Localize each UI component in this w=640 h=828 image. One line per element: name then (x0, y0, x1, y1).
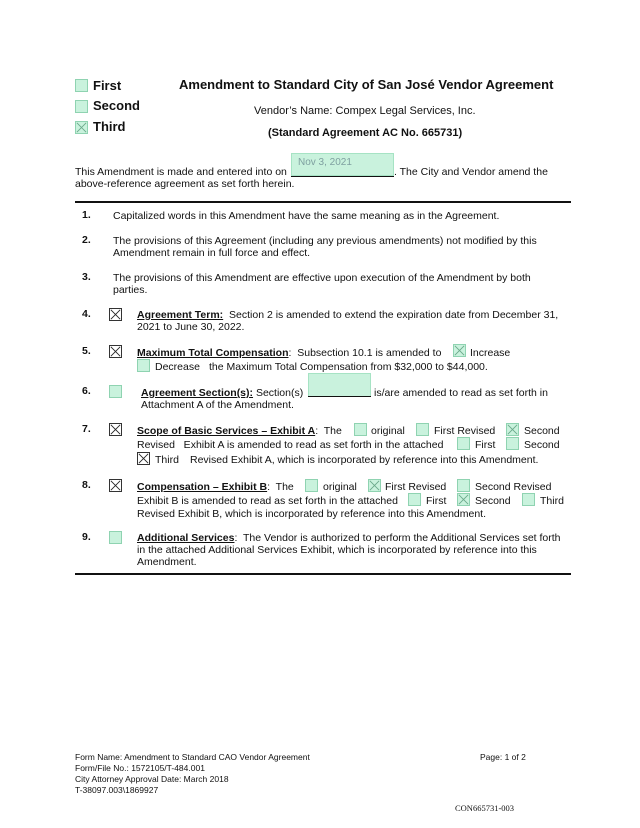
item-6-text: Section(s) (253, 387, 304, 399)
item-8-line3: Revised Exhibit B, which is incorporated by reference into this Amendment. (137, 508, 487, 520)
item-7-second-label: Second (524, 425, 560, 437)
footer-con-number: CON665731-003 (455, 803, 515, 813)
item-7-first-revised-checkbox[interactable] (416, 423, 429, 436)
item-5-checkbox[interactable] (109, 345, 122, 358)
item-8-attached-second-label: Second (475, 495, 511, 507)
checked-x-icon (369, 480, 380, 491)
second-checkbox[interactable] (75, 100, 88, 113)
item-8-attached-first-label: First (426, 495, 447, 507)
item-8-first-revised-checkbox[interactable] (368, 479, 381, 492)
item-8-attached-first-checkbox[interactable] (408, 493, 421, 506)
third-label: Third (93, 119, 126, 134)
item-7-third-checkbox[interactable] (137, 452, 150, 465)
item-8-second-revised-checkbox[interactable] (457, 479, 470, 492)
item-3-line1: The provisions of this Amendment are effective upon execution of the Amendment by both (113, 272, 531, 284)
item-5-line1 (137, 346, 441, 360)
item-5-number: 5. (82, 345, 91, 357)
item-7-line3: Revised Exhibit A, which is incorporated by reference into this Amendment. (190, 454, 539, 466)
item-8-line2: Exhibit B is amended to read as set forth in the attached (137, 495, 398, 507)
item-7-attached-first-label: First (475, 439, 496, 451)
item-3-number: 3. (82, 271, 91, 283)
item-6-number: 6. (82, 385, 91, 397)
item-9-text: : The Vendor is authorized to perform the Additional Services set forth (234, 532, 561, 544)
item-3-line2: parties. (113, 284, 148, 296)
footer-page-number: Page: 1 of 2 (480, 752, 526, 762)
item-9-heading: Additional Services (137, 532, 235, 544)
first-checkbox[interactable] (75, 79, 88, 92)
item-8-heading: Compensation – Exhibit B (137, 481, 268, 493)
intro-pre: This Amendment is made and entered into on (75, 166, 287, 178)
item-8-original-checkbox[interactable] (305, 479, 318, 492)
item-9-line2: in the attached Additional Services Exhibit, which is incorporated by reference into this (137, 544, 537, 556)
decrease-checkbox[interactable] (137, 359, 150, 372)
item-9-checkbox[interactable] (109, 531, 122, 544)
item-6-heading: Agreement Section(s): (141, 387, 254, 399)
checked-x-icon (110, 424, 121, 435)
item-4-line2: 2021 to June 30, 2022. (137, 321, 245, 333)
checked-x-icon (110, 346, 121, 357)
checked-x-icon (454, 345, 465, 356)
sections-underline (308, 396, 371, 397)
item-7-number: 7. (82, 423, 91, 435)
checked-x-icon (507, 424, 518, 435)
second-label: Second (93, 98, 140, 113)
date-underline (291, 176, 394, 177)
page-title: Amendment to Standard City of San José Vendor Agreement (179, 77, 554, 92)
checked-x-icon (138, 453, 149, 464)
item-8-first-revised-label: First Revised (385, 481, 447, 493)
item-4-number: 4. (82, 308, 91, 320)
item-1-text: Capitalized words in this Amendment have the same meaning as in the Agreement. (113, 210, 500, 222)
item-4-checkbox[interactable] (109, 308, 122, 321)
vendor-name: Vendor’s Name: Compex Legal Services, Inc. (254, 105, 476, 117)
item-5-heading: Maximum Total Compensation (137, 347, 289, 359)
item-7-heading: Scope of Basic Services – Exhibit A (137, 425, 316, 437)
item-7-attached-second-checkbox[interactable] (506, 437, 519, 450)
item-9-number: 9. (82, 531, 91, 543)
increase-label: Increase (470, 347, 511, 359)
item-7-attached-second-label: Second (524, 439, 560, 451)
checked-x-icon (76, 122, 87, 133)
item-5-text: : Subsection 10.1 is amended to (288, 347, 442, 359)
item-8-line1 (137, 480, 294, 494)
item-8-attached-second-checkbox[interactable] (457, 493, 470, 506)
item-5-line2: the Maximum Total Compensation from $32,000 to $44,000. (209, 361, 488, 373)
item-2-number: 2. (82, 234, 91, 246)
item-6-checkbox[interactable] (109, 385, 122, 398)
item-4-text: Section 2 is amended to extend the expiration date from December 31, (223, 309, 559, 321)
item-7-third-label: Third (155, 454, 179, 466)
item-7-text: : The (315, 425, 342, 437)
date-field[interactable] (291, 153, 394, 176)
footer-form-file: Form/File No.: 1572105/T-484.001 (75, 763, 205, 773)
item-4-heading: Agreement Term: (137, 309, 224, 321)
item-6-line2: Attachment A of the Amendment. (141, 399, 294, 411)
third-checkbox[interactable] (75, 121, 88, 134)
checked-x-icon (458, 494, 469, 505)
checked-x-icon (110, 309, 121, 320)
item-8-text: : The (267, 481, 294, 493)
sections-field[interactable] (308, 373, 371, 397)
item-7-line1 (137, 424, 342, 438)
item-6-line1b: is/are amended to read as set forth in (374, 387, 548, 399)
footer-approval: City Attorney Approval Date: March 2018 (75, 774, 229, 784)
intro-post: . The City and Vendor amend the (394, 166, 548, 178)
item-8-original-label: original (323, 481, 357, 493)
footer-form-name: Form Name: Amendment to Standard CAO Vendor Agreement (75, 752, 310, 762)
bottom-divider (75, 573, 571, 575)
item-7-line2: Revised Exhibit A is amended to read as set forth in the attached (137, 439, 444, 451)
intro-line2: above-reference agreement as set forth herein. (75, 178, 295, 190)
item-7-original-checkbox[interactable] (354, 423, 367, 436)
top-divider (75, 201, 571, 203)
first-label: First (93, 78, 122, 93)
item-8-attached-third-label: Third (540, 495, 564, 507)
agreement-number: (Standard Agreement AC No. 665731) (268, 127, 463, 139)
item-2-line2: Amendment remain in full force and effect. (113, 247, 311, 259)
checked-x-icon (110, 480, 121, 491)
decrease-label: Decrease (155, 361, 200, 373)
item-7-second-checkbox[interactable] (506, 423, 519, 436)
item-9-line3: Amendment. (137, 556, 197, 568)
item-7-checkbox[interactable] (109, 423, 122, 436)
item-8-number: 8. (82, 479, 91, 491)
item-7-attached-first-checkbox[interactable] (457, 437, 470, 450)
increase-checkbox[interactable] (453, 344, 466, 357)
item-7-original-label: original (371, 425, 405, 437)
item-1-number: 1. (82, 209, 91, 221)
item-7-first-revised-label: First Revised (434, 425, 496, 437)
date-value: Nov 3, 2021 (298, 157, 352, 168)
item-8-checkbox[interactable] (109, 479, 122, 492)
item-8-attached-third-checkbox[interactable] (522, 493, 535, 506)
item-2-line1: The provisions of this Agreement (including any previous amendments) not modified by this (113, 235, 537, 247)
item-8-second-revised-label: Second Revised (475, 481, 552, 493)
footer-doc-id: T-38097.003\1869927 (75, 785, 159, 795)
